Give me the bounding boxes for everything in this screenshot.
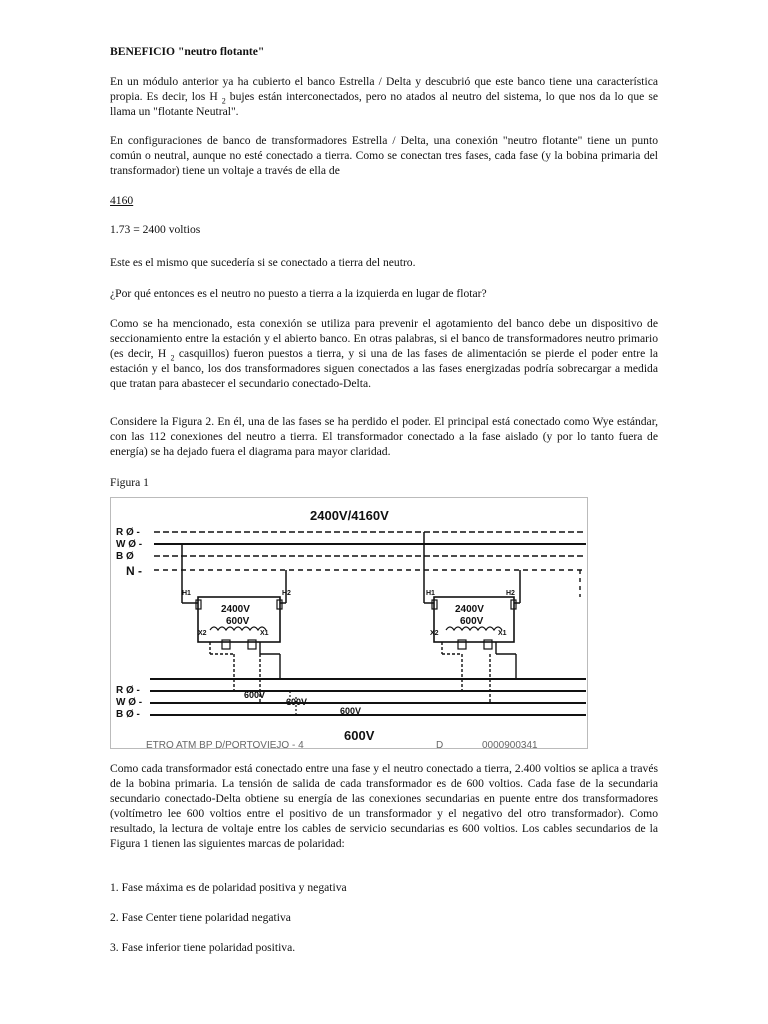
formula-numerator: 4160 xyxy=(110,194,134,207)
label-secondary-w: W Ø - xyxy=(116,697,143,708)
formula-line: 1.73 = 2400 voltios xyxy=(110,223,201,236)
figure-footer-text-mid: D xyxy=(436,740,444,749)
secondary-voltage-1: 600V xyxy=(244,690,266,700)
document-title: BENEFICIO "neutro flotante" xyxy=(110,45,265,58)
t1-h2-label: H2 xyxy=(282,590,291,597)
figure-caption: Figura 1 xyxy=(110,476,149,489)
t2-x1-label: X1 xyxy=(498,630,507,637)
t1-x2-label: X2 xyxy=(198,630,207,637)
secondary-voltage-3: 600V xyxy=(340,706,362,716)
t2-h1-label: H1 xyxy=(426,590,435,597)
paragraph-7: Como cada transformador está conectado entre una fase y el neutro conectado a tierra, 2.400 voltios se aplica a través de la bobina primaria. La tensión de salida de cada transformador es de 600 voltios. Cada fase de la secundaria secundario conectado-Delta obtiene su energía de las conexiones secundarias en puente entre dos transformadores (voltímetro lee 600 voltios entre el positivo de un transformador y el negativo del otro transformador). Como resultado, la lectura de voltaje entre los cables de servicio secundarias es 600 voltios. Los cables secundarios de la Figura 1 tienen las siguientes marcas de polaridad: xyxy=(110,762,658,850)
t2-primary-voltage: 2400V xyxy=(455,604,484,615)
paragraph-1: En un módulo anterior ya ha cubierto el banco Estrella / Delta y descubrió que este banco tiene una característica propia. Es decir, los H $_2$ bujes están interconectados, pero no atados al neutro del sistema, lo que nos da lo que se llama un "flotante Neutral". xyxy=(110,75,658,118)
list-item-2: 2. Fase Center tiene polaridad negativa xyxy=(110,911,291,924)
paragraph-2: En configuraciones de banco de transformadores Estrella / Delta, una conexión "neutro flotante" tiene un punto común o neutral, aunque no esté conectado a tierra. Como se conectan tres fases, cada fase (y la bobina primaria del transformador) tiene un voltaje a través de ella de xyxy=(110,134,658,177)
label-primary-b: B Ø xyxy=(116,551,134,562)
figure-1-diagram xyxy=(110,497,588,749)
paragraph-3: Este es el mismo que sucedería si se conectado a tierra del neutro. xyxy=(110,256,416,269)
t2-secondary-voltage: 600V xyxy=(460,616,484,627)
figure-footer-text-left: ETRO ATM BP D/PORTOVIEJO - 4 xyxy=(146,740,304,749)
t1-primary-voltage: 2400V xyxy=(221,604,250,615)
list-item-3: 3. Fase inferior tiene polaridad positiva. xyxy=(110,941,296,954)
t1-h1-label: H1 xyxy=(182,590,191,597)
t2-x2-label: X2 xyxy=(430,630,439,637)
label-secondary-b: B Ø - xyxy=(116,709,140,720)
label-primary-n: N - xyxy=(126,564,142,578)
t1-secondary-voltage: 600V xyxy=(226,616,250,627)
figure-footer-voltage: 600V xyxy=(344,728,375,743)
label-primary-r: R Ø - xyxy=(116,527,140,538)
label-primary-w: W Ø - xyxy=(116,539,143,550)
transformer-2 xyxy=(424,532,520,703)
secondary-voltage-2: 600V xyxy=(286,697,308,707)
t1-x1-label: X1 xyxy=(260,630,269,637)
paragraph-4: ¿Por qué entonces es el neutro no puesto a tierra a la izquierda en lugar de flotar? xyxy=(110,287,487,300)
paragraph-6: Considere la Figura 2. En él, una de las fases se ha perdido el poder. El principal está conectado como Wye estándar, con las 112 conexiones del neutro a tierra. El transformador conectado a la fase aislado (y por lo tanto fuera de energía) se ha dejado fuera el diagrama para mayor claridad. xyxy=(110,415,658,458)
figure-header: 2400V/4160V xyxy=(310,508,389,523)
list-item-1: 1. Fase máxima es de polaridad positiva y negativa xyxy=(110,881,347,894)
t2-h2-label: H2 xyxy=(506,590,515,597)
label-secondary-r: R Ø - xyxy=(116,685,140,696)
figure-footer-text-right: 0000900341 xyxy=(482,740,538,749)
paragraph-5: Como se ha mencionado, esta conexión se utiliza para prevenir el agotamiento del banco debe un dispositivo de seccionamiento entre la estación y el abierto banco. En otras palabras, si el banco de transformadores neutro primario (es decir, H $_2$ casquillos) fueron puestos a tierra, y si una de las fases de alimentación se pierde el poder entre la estación y el banco, los dos transformadores siguen conectados a las fases energizadas podría sobrecargar a medida que tratan para abastecer el secundario conectado-Delta. xyxy=(110,317,658,390)
